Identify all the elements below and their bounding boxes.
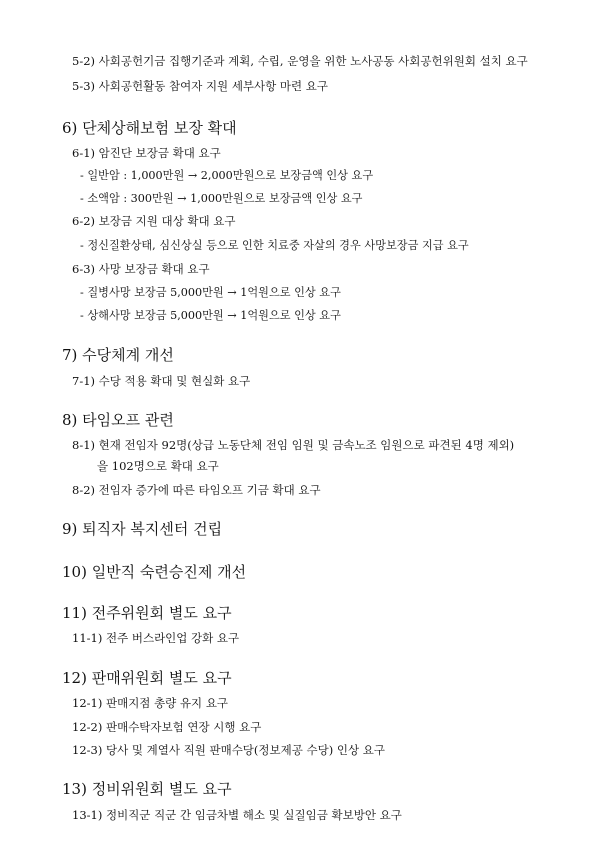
item-6-2: 6-2) 보장금 지원 대상 확대 요구 <box>72 214 236 228</box>
heading-8: 8) 타임오프 관련 <box>62 411 174 429</box>
item-6-1: 6-1) 암진단 보장금 확대 요구 <box>72 146 221 160</box>
item-8-2: 8-2) 전임자 증가에 따른 타임오프 기금 확대 요구 <box>72 483 321 497</box>
item-5-3: 5-3) 사회공헌활동 참여자 지원 세부사항 마련 요구 <box>72 79 329 93</box>
heading-11: 11) 전주위원회 별도 요구 <box>62 604 232 622</box>
item-11-1: 11-1) 전주 버스라인업 강화 요구 <box>72 631 240 645</box>
bullet-6-3-b: - 상해사망 보장금 5,000만원 → 1억원으로 인상 요구 <box>80 309 341 322</box>
item-13-1: 13-1) 정비직군 직군 간 임금차별 해소 및 실질임금 확보방안 요구 <box>72 808 402 822</box>
item-6-3: 6-3) 사망 보장금 확대 요구 <box>72 262 210 276</box>
heading-6: 6) 단체상해보험 보장 확대 <box>62 119 237 137</box>
item-12-1: 12-1) 판매지점 총량 유지 요구 <box>72 696 229 710</box>
heading-10: 10) 일반직 숙련승진제 개선 <box>62 563 247 581</box>
item-12-2: 12-2) 판매수탁자보험 연장 시행 요구 <box>72 720 262 734</box>
bullet-6-3-a: - 질병사망 보장금 5,000만원 → 1억원으로 인상 요구 <box>80 286 341 299</box>
bullet-6-1-a: - 일반암 : 1,000만원 → 2,000만원으로 보장금액 인상 요구 <box>80 169 374 182</box>
heading-12: 12) 판매위원회 별도 요구 <box>62 669 232 687</box>
item-12-3: 12-3) 당사 및 계열사 직원 판매수당(정보제공 수당) 인상 요구 <box>72 743 385 757</box>
item-7-1: 7-1) 수당 적용 확대 및 현실화 요구 <box>72 374 251 388</box>
item-5-2: 5-2) 사회공헌기금 집행기준과 계획, 수립, 운영을 위한 노사공동 사회공헌위원회 설치 요구 <box>72 54 528 68</box>
heading-9: 9) 퇴직자 복지센터 건립 <box>62 520 223 538</box>
bullet-6-2-a: - 정신질환상태, 심신상실 등으로 인한 치료중 자살의 경우 사망보장금 지급 요구 <box>80 239 469 252</box>
item-8-1: 8-1) 현재 전임자 92명(상급 노동단체 전임 임원 및 금속노조 임원으로 파견된 4명 제외) <box>72 438 515 452</box>
bullet-6-1-b: - 소액암 : 300만원 → 1,000만원으로 보장금액 인상 요구 <box>80 192 363 205</box>
item-8-1-continued: 을 102명으로 확대 요구 <box>97 459 219 473</box>
heading-7: 7) 수당체계 개선 <box>62 346 174 364</box>
heading-13: 13) 정비위원회 별도 요구 <box>62 780 232 798</box>
